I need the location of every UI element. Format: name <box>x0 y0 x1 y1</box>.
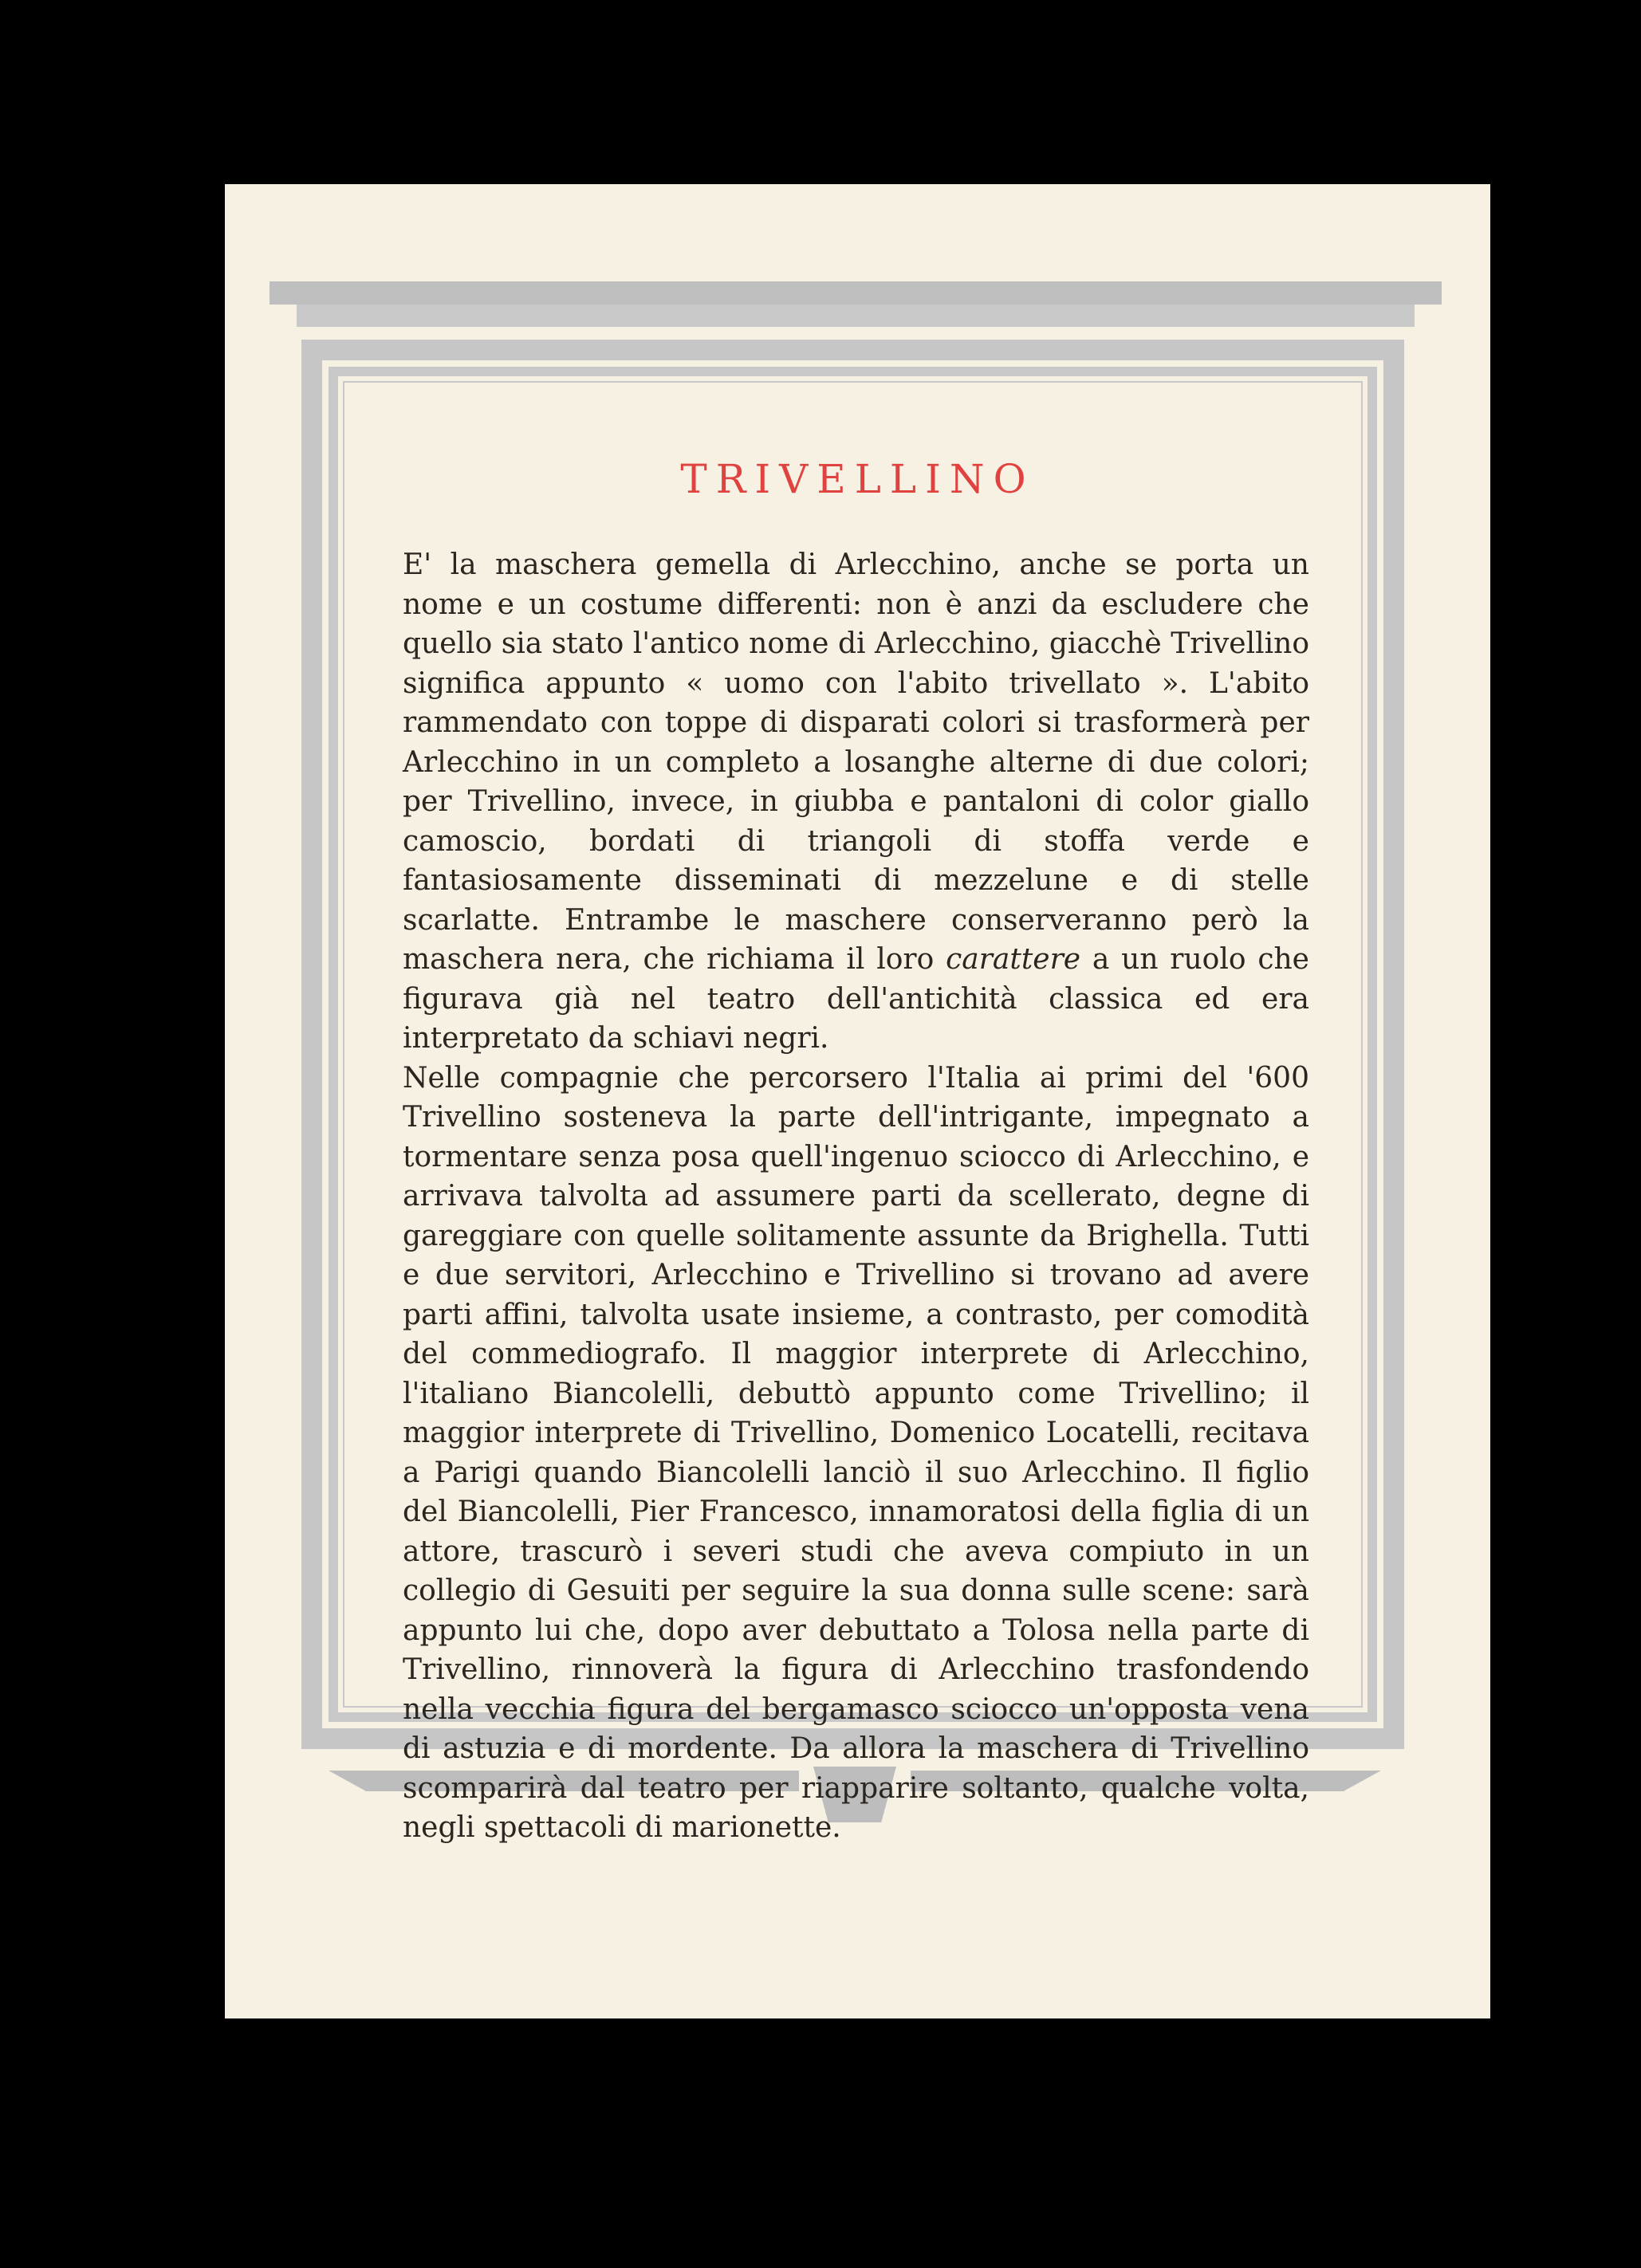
paragraph-1-text: E' la maschera gemella di Arlecchino, anche se porta un nome e un costume differenti: non è anzi da escludere che quello sia stato l'antico nome di Arlecchino, giacchè Trivellino significa appunto « uomo con l'abito trivellato ». L'abito rammendato con toppe di disparati colori si trasformerà per Arlecchino in un completo a losanghe alterne di due colori; per Trivellino, invece, in giubba e pantaloni di color giallo camoscio, bordati di triangoli di stoffa verde e fantasiosamente disseminati di mezzelune e di stelle scarlatte. Entrambe le maschere conserveranno però la maschera nera, che richiama il loro <box>403 548 1309 976</box>
frame-top-lip <box>297 305 1415 327</box>
paragraph-1-italic-word: carattere <box>946 943 1081 976</box>
body-text <box>403 545 1309 1848</box>
paragraph-1 <box>403 545 1309 1059</box>
page-title: TRIVELLINO <box>680 456 1035 502</box>
paragraph-1-text-end: a un ruolo che figurava già nel teatro dell'antichità classica ed era interpretato da schiavi negri. <box>403 943 1309 1055</box>
frame-top-cornice <box>270 281 1442 305</box>
paragraph-2: Nelle compagnie che percorsero l'Italia ai primi del '600 Trivellino sosteneva la parte dell'intrigante, impegnato a tormentare senza posa quell'ingenuo sciocco di Arlecchino, e arrivava talvolta ad assumere parti da scellerato, degne di gareggiare con quelle solitamente assunte da Brighella. Tutti e due servitori, Arlecchino e Trivellino si trovano ad avere parti affini, talvolta usate insieme, a contrasto, per comodità del commediografo. Il maggior interprete di Arlecchino, l'italiano Biancolelli, debuttò appunto come Trivellino; il maggior interprete di Trivellino, Domenico Locatelli, recitava a Parigi quando Biancolelli lanciò il suo Arlecchino. Il figlio del Biancolelli, Pier Francesco, innamoratosi della figlia di un attore, trascurò i severi studi che aveva compiuto in un collegio di Gesuiti per seguire la sua donna sulle scene: sarà appunto lui che, dopo aver debuttato a Tolosa nella parte di Trivellino, rinnoverà la figura di Arlecchino trasfondendo nella vecchia figura del bergamasco sciocco un'opposta vena di astuzia e di mordente. Da allora la maschera di Trivellino scomparirà dal teatro per riapparire soltanto, qualche volta, negli spettacoli di marionette. <box>403 1061 1309 1844</box>
printed-card <box>225 184 1490 2018</box>
